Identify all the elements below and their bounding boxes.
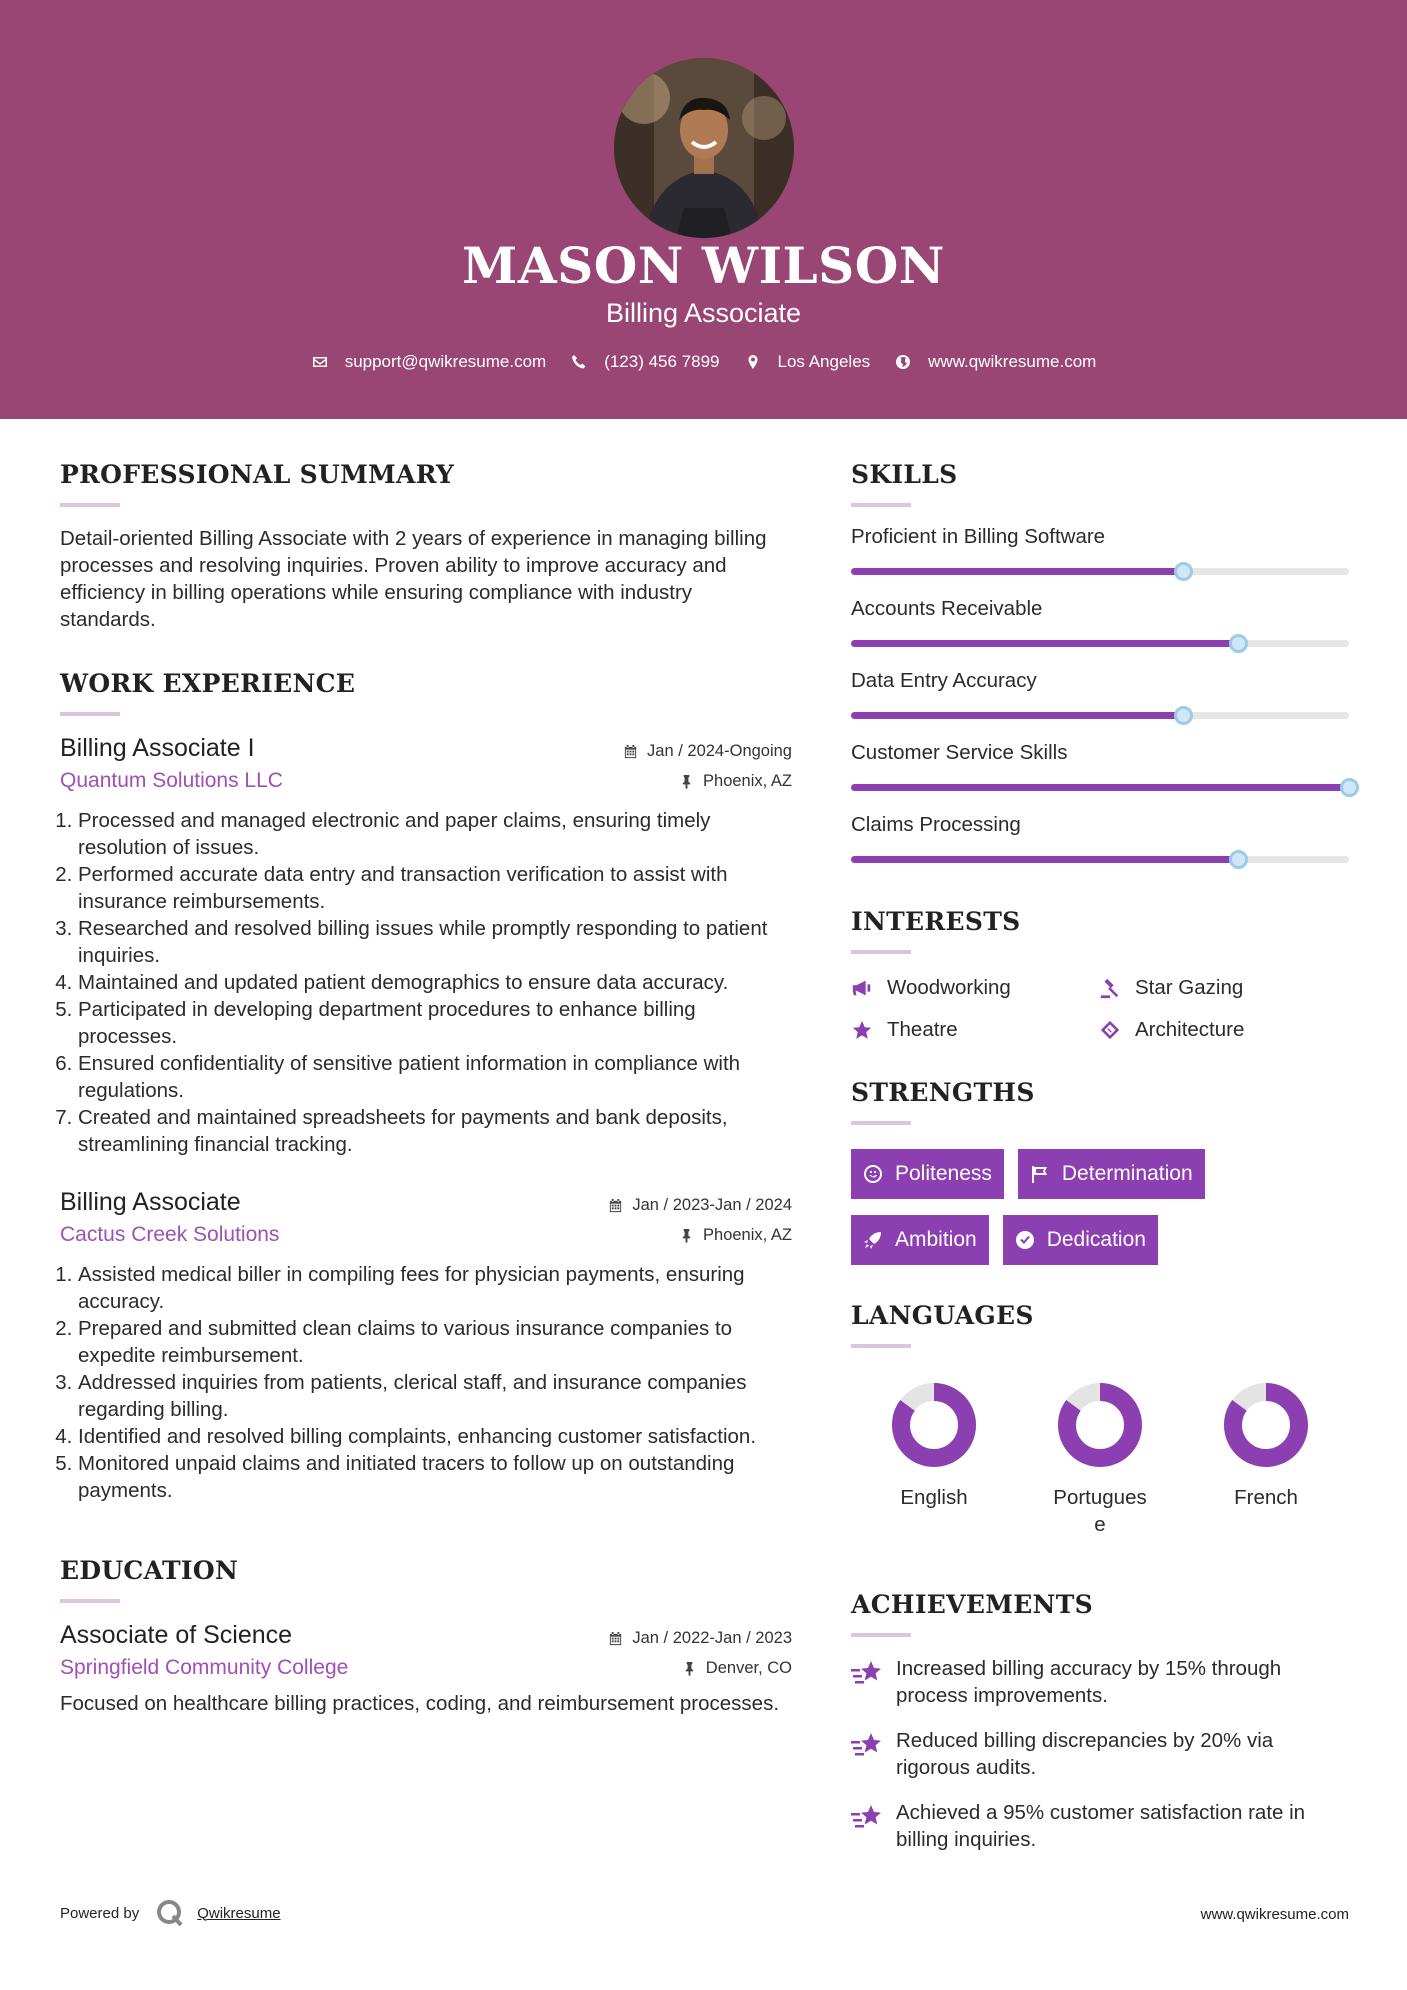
skill-item	[851, 669, 1349, 719]
language-item	[1017, 1382, 1183, 1538]
skill-level-handle	[1340, 778, 1359, 797]
strength-chip	[1003, 1215, 1158, 1265]
job-date-text: Jan / 2023-Jan / 2024	[632, 1196, 792, 1214]
skill-level-fill	[851, 856, 1238, 863]
achievement-text: Increased billing accuracy by 15% through process improvements.	[896, 1657, 1282, 1707]
experience-section	[60, 669, 792, 1504]
job-entry	[60, 734, 792, 1158]
map-pin-icon	[744, 353, 762, 371]
strength-label: Politeness	[895, 1162, 992, 1185]
shooting-star-icon	[851, 1657, 885, 1687]
education-location-text: Denver, CO	[705, 1658, 792, 1677]
skill-name: Proficient in Billing Software	[851, 525, 1106, 548]
profile-photo	[614, 58, 794, 238]
strengths-heading: STRENGTHS	[851, 1078, 1035, 1107]
skill-level-handle	[1229, 634, 1248, 653]
calendar-icon	[608, 1631, 623, 1646]
envelope-icon	[311, 353, 329, 371]
globe-icon	[894, 353, 912, 371]
school-name: Springfield Community College	[60, 1656, 349, 1679]
education-section	[60, 1556, 792, 1717]
skill-level-bar	[851, 640, 1349, 647]
achievements-list	[851, 1655, 1349, 1853]
contact-location	[744, 352, 871, 372]
language-donut-chart	[1057, 1382, 1143, 1468]
job-location-text: Phoenix, AZ	[703, 1225, 792, 1244]
section-divider	[851, 1121, 911, 1125]
interest-item	[1099, 1018, 1349, 1042]
strength-chip	[851, 1149, 1004, 1199]
strength-chip	[1018, 1149, 1205, 1199]
section-divider	[60, 1599, 120, 1603]
company-name: Cactus Creek Solutions	[60, 1223, 280, 1246]
contact-website[interactable]	[894, 352, 1096, 372]
language-donut-chart	[1223, 1382, 1309, 1468]
language-donut-chart	[891, 1382, 977, 1468]
candidate-name: MASON WILSON	[462, 236, 945, 295]
company-name: Quantum Solutions LLC	[60, 769, 283, 792]
skills-list	[851, 525, 1349, 863]
duty-item: 2. Performed accurate data entry and transaction verification to assist with insurance reimbursements.	[78, 861, 792, 915]
shooting-star-icon	[851, 1801, 885, 1831]
job-entry	[60, 1188, 792, 1504]
contact-website-text: www.qwikresume.com	[928, 352, 1097, 371]
job-date	[608, 1196, 792, 1215]
education-date	[608, 1629, 792, 1648]
contact-email-text: support@qwikresume.com	[344, 352, 547, 371]
contact-bar	[0, 352, 1407, 372]
skill-level-fill	[851, 784, 1349, 791]
skill-level-fill	[851, 640, 1238, 647]
languages-heading: LANGUAGES	[851, 1301, 1034, 1330]
contact-phone-text: (123) 456 7899	[604, 352, 720, 371]
interest-item	[851, 1018, 1099, 1042]
duty-item: 5. Participated in developing department procedures to enhance billing processes.	[78, 996, 792, 1050]
achievement-item	[851, 1727, 1349, 1781]
skills-section	[851, 460, 1349, 863]
duty-item: 1. Processed and managed electronic and paper claims, ensuring timely resolution of issues.	[78, 807, 792, 861]
footer-powered-by	[60, 1898, 281, 1928]
language-name: Portugues e	[1053, 1486, 1147, 1536]
skill-level-handle	[1174, 706, 1193, 725]
skill-name: Claims Processing	[851, 813, 1021, 836]
strengths-list	[851, 1149, 1349, 1281]
contact-email[interactable]	[311, 352, 547, 372]
rocket-icon	[863, 1230, 883, 1250]
language-item	[851, 1382, 1017, 1538]
interest-label: Woodworking	[887, 976, 1011, 999]
section-divider	[851, 950, 911, 954]
education-entry	[60, 1621, 792, 1717]
skill-level-bar	[851, 784, 1349, 791]
footer-url[interactable]: www.qwikresume.com	[1200, 1906, 1349, 1923]
powered-by-text: Powered by	[60, 1904, 140, 1922]
smile-icon	[863, 1164, 883, 1184]
job-location	[679, 1226, 792, 1245]
contact-location-text: Los Angeles	[777, 352, 871, 371]
flag-icon	[1030, 1164, 1050, 1184]
skills-heading: SKILLS	[851, 460, 958, 489]
qwikresume-logo-icon	[155, 1898, 185, 1928]
strengths-section	[851, 1078, 1349, 1281]
header-banner	[0, 0, 1407, 419]
calendar-icon	[623, 744, 638, 759]
achievement-text: Reduced billing discrepancies by 20% via rigorous audits.	[896, 1729, 1274, 1779]
skill-name: Data Entry Accuracy	[851, 669, 1037, 692]
check-circle-icon	[1015, 1230, 1035, 1250]
strength-label: Determination	[1061, 1162, 1193, 1185]
skill-item	[851, 813, 1349, 863]
phone-icon	[570, 353, 588, 371]
candidate-title: Billing Associate	[605, 298, 802, 328]
job-title: Billing Associate	[60, 1188, 241, 1216]
achievements-section	[851, 1590, 1349, 1853]
skill-item	[851, 597, 1349, 647]
duty-item: 3. Addressed inquiries from patients, clerical staff, and insurance companies regarding billing.	[78, 1369, 792, 1423]
duty-list	[60, 1261, 792, 1504]
languages-list	[851, 1382, 1349, 1538]
job-date-text: Jan / 2024-Ongoing	[647, 742, 792, 760]
job-date	[623, 742, 792, 761]
pushpin-icon	[679, 1228, 694, 1243]
strength-label: Ambition	[895, 1228, 977, 1251]
language-item	[1183, 1382, 1349, 1538]
achievement-item	[851, 1799, 1349, 1853]
summary-heading: PROFESSIONAL SUMMARY	[60, 460, 455, 489]
bullhorn-icon	[851, 977, 873, 999]
duty-item: 3. Researched and resolved billing issues while promptly responding to patient inquiries.	[78, 915, 792, 969]
skill-name: Customer Service Skills	[851, 741, 1068, 764]
calendar-icon	[608, 1198, 623, 1213]
section-divider	[60, 503, 120, 507]
duty-item: 2. Prepared and submitted clean claims to various insurance companies to expedite reimbursement.	[78, 1315, 792, 1369]
pushpin-icon	[682, 1661, 697, 1676]
job-location-text: Phoenix, AZ	[703, 771, 792, 790]
ticket-icon	[1099, 1019, 1121, 1041]
skill-level-fill	[851, 568, 1183, 575]
skill-level-fill	[851, 712, 1183, 719]
contact-phone[interactable]	[570, 352, 719, 372]
skill-level-bar	[851, 712, 1349, 719]
skill-name: Accounts Receivable	[851, 597, 1043, 620]
right-column	[851, 460, 1349, 1853]
education-location	[682, 1659, 792, 1678]
strength-label: Dedication	[1046, 1228, 1146, 1251]
strength-chip	[851, 1215, 989, 1265]
job-location	[679, 772, 792, 791]
summary-text: Detail-oriented Billing Associate with 2 years of experience in managing billing processes and resolving inquiries. Proven ability to improve accuracy and efficiency in billing operations while ensuring compliance with industry standards.	[60, 527, 767, 631]
duty-item: 4. Identified and resolved billing complaints, enhancing customer satisfaction.	[78, 1423, 792, 1450]
job-title: Billing Associate I	[60, 734, 255, 762]
degree-title: Associate of Science	[60, 1621, 293, 1649]
duty-item: 4. Maintained and updated patient demographics to ensure data accuracy.	[78, 969, 792, 996]
interests-heading: INTERESTS	[851, 907, 1021, 936]
duty-list	[60, 807, 792, 1158]
summary-section	[60, 460, 792, 633]
interest-label: Star Gazing	[1135, 976, 1244, 999]
skill-level-bar	[851, 856, 1349, 863]
achievements-heading: ACHIEVEMENTS	[851, 1590, 1093, 1619]
duty-item: 1. Assisted medical biller in compiling fees for physician payments, ensuring accuracy.	[78, 1261, 792, 1315]
education-heading: EDUCATION	[60, 1556, 239, 1585]
skill-item	[851, 741, 1349, 791]
interest-item	[1099, 976, 1349, 1000]
interests-grid	[851, 976, 1349, 1042]
interest-label: Theatre	[887, 1018, 958, 1041]
shooting-star-icon	[851, 1729, 885, 1759]
duty-item: 7. Created and maintained spreadsheets for payments and bank deposits, streamlining financial tracking.	[78, 1104, 792, 1158]
language-name: English	[900, 1486, 968, 1509]
left-column	[60, 460, 792, 1717]
pushpin-icon	[679, 774, 694, 789]
skill-level-handle	[1229, 850, 1248, 869]
achievement-item	[851, 1655, 1349, 1709]
duty-item: 6. Ensured confidentiality of sensitive patient information in compliance with regulations.	[78, 1050, 792, 1104]
duty-item: 5. Monitored unpaid claims and initiated tracers to follow up on outstanding payments.	[78, 1450, 792, 1504]
education-text: Focused on healthcare billing practices, coding, and reimbursement processes.	[60, 1692, 780, 1715]
skill-item	[851, 525, 1349, 575]
achievement-text: Achieved a 95% customer satisfaction rate in billing inquiries.	[896, 1801, 1306, 1851]
section-divider	[851, 1633, 911, 1637]
qwikresume-link[interactable]: Qwikresume	[197, 1904, 281, 1922]
education-date-text: Jan / 2022-Jan / 2023	[632, 1629, 792, 1647]
section-divider	[851, 1344, 911, 1348]
language-name: French	[1234, 1486, 1298, 1509]
interests-section	[851, 907, 1349, 1042]
interest-label: Architecture	[1135, 1018, 1245, 1041]
skill-level-handle	[1174, 562, 1193, 581]
experience-heading: WORK EXPERIENCE	[60, 669, 356, 698]
languages-section	[851, 1301, 1349, 1538]
interest-item	[851, 976, 1099, 1000]
section-divider	[60, 712, 120, 716]
skill-level-bar	[851, 568, 1349, 575]
section-divider	[851, 503, 911, 507]
gavel-icon	[1099, 977, 1121, 999]
star-icon	[851, 1019, 873, 1041]
